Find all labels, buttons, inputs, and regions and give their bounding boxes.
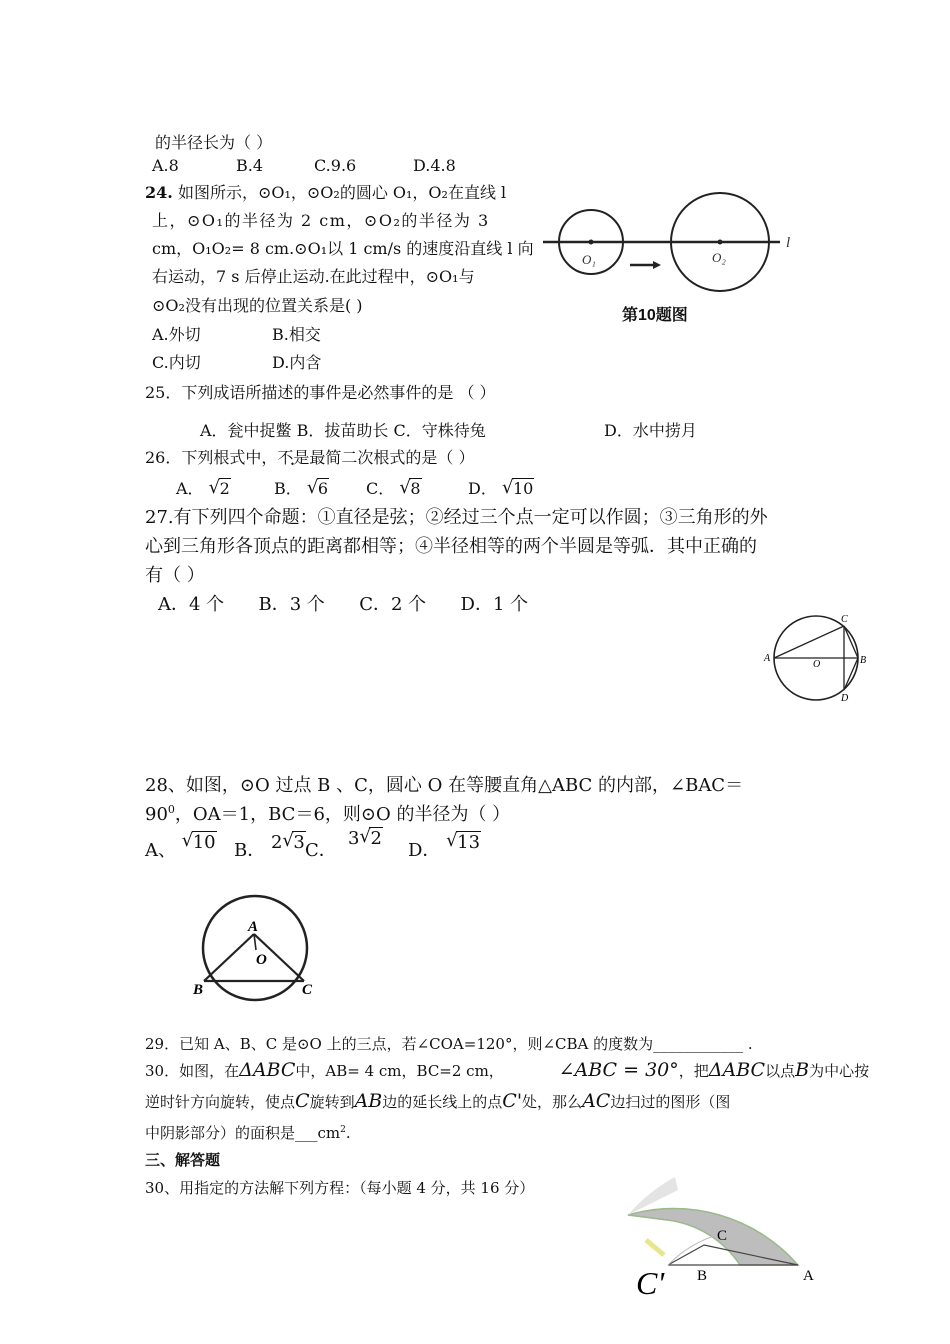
q24-line1 [145, 180, 506, 203]
q27-label-d: D [841, 693, 849, 704]
q30-point-c: C [295, 1090, 310, 1112]
q30-l2-c: 边的延长线上的点 [382, 1093, 503, 1111]
q28-label-c: C [302, 982, 313, 998]
q30-l1-e: 为中心按 [809, 1062, 870, 1080]
q28-line2-rest: ，OA＝1，BC＝6，则⊙O 的半径为（ ） [174, 804, 511, 825]
q24-figure-caption: 第10题图 [622, 307, 688, 324]
q30-l2-d: 处，那么 [522, 1093, 583, 1111]
q28-option-b [234, 830, 306, 862]
q30-line2 [145, 1090, 730, 1112]
q26-option-b [274, 476, 329, 499]
q30-l3-sup: 2 [340, 1125, 346, 1135]
q23-option-c: C.9.6 [314, 156, 357, 175]
q28-c-value: 2 [370, 828, 382, 849]
q28-d-radical: √ 13 [446, 830, 481, 853]
q28-b-label: B． [234, 840, 266, 861]
q28-c-radical: √ 2 [359, 826, 382, 849]
q26-option-d [468, 476, 534, 499]
q28-line1: 28、如图，⊙O 过点 B 、C，圆心 O 在等腰直角△ABC 的内部，∠BAC＝ [145, 775, 744, 796]
q28-label-b: B [193, 982, 204, 998]
q24-line3: cm，O₁O₂= 8 cm.⊙O₁以 1 cm/s 的速度沿直线 l 向 [152, 239, 534, 258]
q24-option-a: A.外切 [152, 325, 201, 344]
q24-line4: 右运动，7 s 后停止运动.在此过程中，⊙O₁与 [152, 267, 475, 286]
q26-stem-pre: 26．下列根式中， [145, 448, 278, 467]
q28-option-c-label: C． [305, 840, 337, 861]
q28-angle-sup: 0 [167, 803, 175, 816]
q28-b-expr [271, 832, 306, 853]
q26-d-radical: √ 10 [501, 477, 534, 498]
q28-b-coef: 2 [270, 832, 283, 853]
q27-line1: 27.有下列四个命题：①直径是弦；②经过三个点一定可以作圆；③三角形的外 [145, 507, 768, 528]
q26-c-value: 8 [410, 479, 421, 498]
q23-option-d: D.4.8 [413, 156, 456, 175]
q23-option-a: A.8 [152, 156, 179, 175]
q30-l3-text: 中阴影部分）的面积是___cm [145, 1124, 341, 1142]
q30-line3 [145, 1122, 351, 1143]
q26-c-radical: √ 8 [399, 477, 421, 498]
q24-arrow-head [653, 261, 661, 269]
section-3-title: 三、解答题 [145, 1151, 221, 1169]
q24-number: 24. [145, 183, 173, 202]
q26-option-c [366, 476, 422, 499]
q28-d-value: 13 [457, 832, 481, 853]
q30-line1 [145, 1059, 869, 1081]
q28-angle-value: 90 [145, 804, 168, 825]
q30-l1-b: 中，AB= 4 cm，BC=2 cm， [295, 1062, 504, 1080]
q28-b-radical: √ 3 [282, 830, 305, 853]
q30-figure [620, 1160, 850, 1300]
q28-figure [190, 893, 330, 1003]
q26-b-value: 6 [317, 479, 329, 498]
q27-line2: 心到三角形各顶点的距离都相等；④半径相等的两个半圆是等弧．其中正确的 [145, 536, 757, 557]
q27-figure [760, 605, 880, 710]
q28-segment-ab [204, 934, 254, 981]
q24-stem-1: 如图所示，⊙O₁，⊙O₂的圆心 O₁，O₂在直线 l [177, 183, 507, 202]
q30-point-c-prime: C' [502, 1090, 523, 1112]
q27-label-b: B [860, 655, 867, 666]
q25-options-abc: A．瓮中捉鳖 B．拔苗助长 C．守株待兔 [200, 421, 486, 440]
q24-option-d: D.内含 [272, 353, 322, 372]
q30-segment-bc [668, 1245, 704, 1265]
q28-label-a: A [248, 919, 259, 935]
q30-l1-c: ，把 [678, 1062, 709, 1080]
q26-d-label: D． [468, 479, 497, 498]
q25-stem: 25．下列成语所描述的事件是必然事件的是 （ ） [145, 383, 496, 402]
q29-text: 29．已知 A、B、C 是⊙O 上的三点，若∠COA=120°，则∠CBA 的度数为____________ . [145, 1035, 753, 1053]
q30-angle: ∠ABC = 30° [558, 1059, 679, 1081]
q28-c-coef: 3 [348, 828, 360, 849]
q24-label-l: l [786, 235, 791, 251]
q30-highlight-mark [646, 1240, 664, 1255]
q27-label-c: C [841, 614, 848, 625]
q30-label-c-prime: C' [636, 1265, 665, 1300]
q30-l2-b: 旋转到 [309, 1093, 355, 1111]
q26-b-label: B． [274, 479, 302, 498]
q30-label-b: B [697, 1268, 708, 1284]
q26-c-label: C． [366, 479, 395, 498]
q27-line3: 有（ ） [145, 565, 205, 586]
q28-line2 [145, 800, 510, 826]
q27-segment-cb [844, 626, 858, 658]
q26-d-value: 10 [512, 479, 534, 498]
q24-option-b: B.相交 [272, 325, 321, 344]
q30-segment-ac: AC [582, 1090, 611, 1112]
q24-label-o1: O₁ [582, 252, 596, 267]
q24-line5: ⊙O₂没有出现的位置关系是( ) [152, 296, 363, 315]
q30-l3-end: . [345, 1124, 351, 1142]
q28-a-radical: √ 10 [181, 830, 216, 853]
q26-stem [145, 445, 474, 468]
q30-l1-a: 30．如图，在 [145, 1062, 240, 1080]
q30-segment-ab: AB [354, 1090, 383, 1112]
q26-option-a [176, 476, 231, 499]
q26-a-value: 2 [219, 479, 230, 498]
q27-label-o: O [813, 659, 821, 670]
q24-center-o1 [589, 240, 594, 245]
q26-b-radical: √ 6 [306, 477, 329, 498]
q30-point-b: B [795, 1059, 810, 1081]
q26-a-radical: √ 2 [208, 477, 230, 498]
q24-center-o2 [718, 240, 723, 245]
q23-tail: 的半径长为（ ） [155, 133, 273, 152]
q26-stem-post: 最简二次根式的是（ ） [309, 448, 475, 467]
q26-a-label: A． [176, 479, 204, 498]
q30b-text: 30、用指定的方法解下列方程：（每小题 4 分，共 16 分） [145, 1179, 535, 1197]
q30-l2-e: 边扫过的图形（图 [610, 1093, 731, 1111]
q25-option-d: D．水中捞月 [604, 421, 697, 440]
q28-label-o: O [256, 952, 267, 968]
q28-option-a [145, 830, 217, 862]
q28-option-c [348, 828, 383, 849]
q30-triangle-2: ΔABC [708, 1059, 766, 1081]
q28-b-value: 3 [293, 832, 305, 853]
q27-segment-bd [844, 658, 858, 690]
q23-option-b: B.4 [236, 156, 264, 175]
q30-triangle-1: ΔABC [239, 1059, 296, 1081]
q30-label-c: C [717, 1228, 728, 1244]
q28-d-label: D． [408, 840, 441, 861]
q24-option-c: C.内切 [152, 353, 201, 372]
q27-label-a: A [764, 653, 771, 664]
q26-stem-emphasis: 不是 [277, 448, 310, 467]
q30-l1-d: 以点 [765, 1062, 796, 1080]
q28-a-value: 10 [192, 832, 216, 853]
q30-label-a: A [803, 1268, 814, 1284]
q28-a-label: A、 [145, 840, 176, 861]
q27-options: A．4 个 B．3 个 C．2 个 D．1 个 [158, 594, 529, 615]
q24-label-o2: O₂ [712, 250, 726, 265]
q30-l2-a: 逆时针方向旋转，使点 [145, 1093, 296, 1111]
q28-option-d [408, 830, 481, 862]
q24-line2: 上，⊙O₁的半径为 2 cm，⊙O₂的半径为 3 [152, 211, 490, 230]
